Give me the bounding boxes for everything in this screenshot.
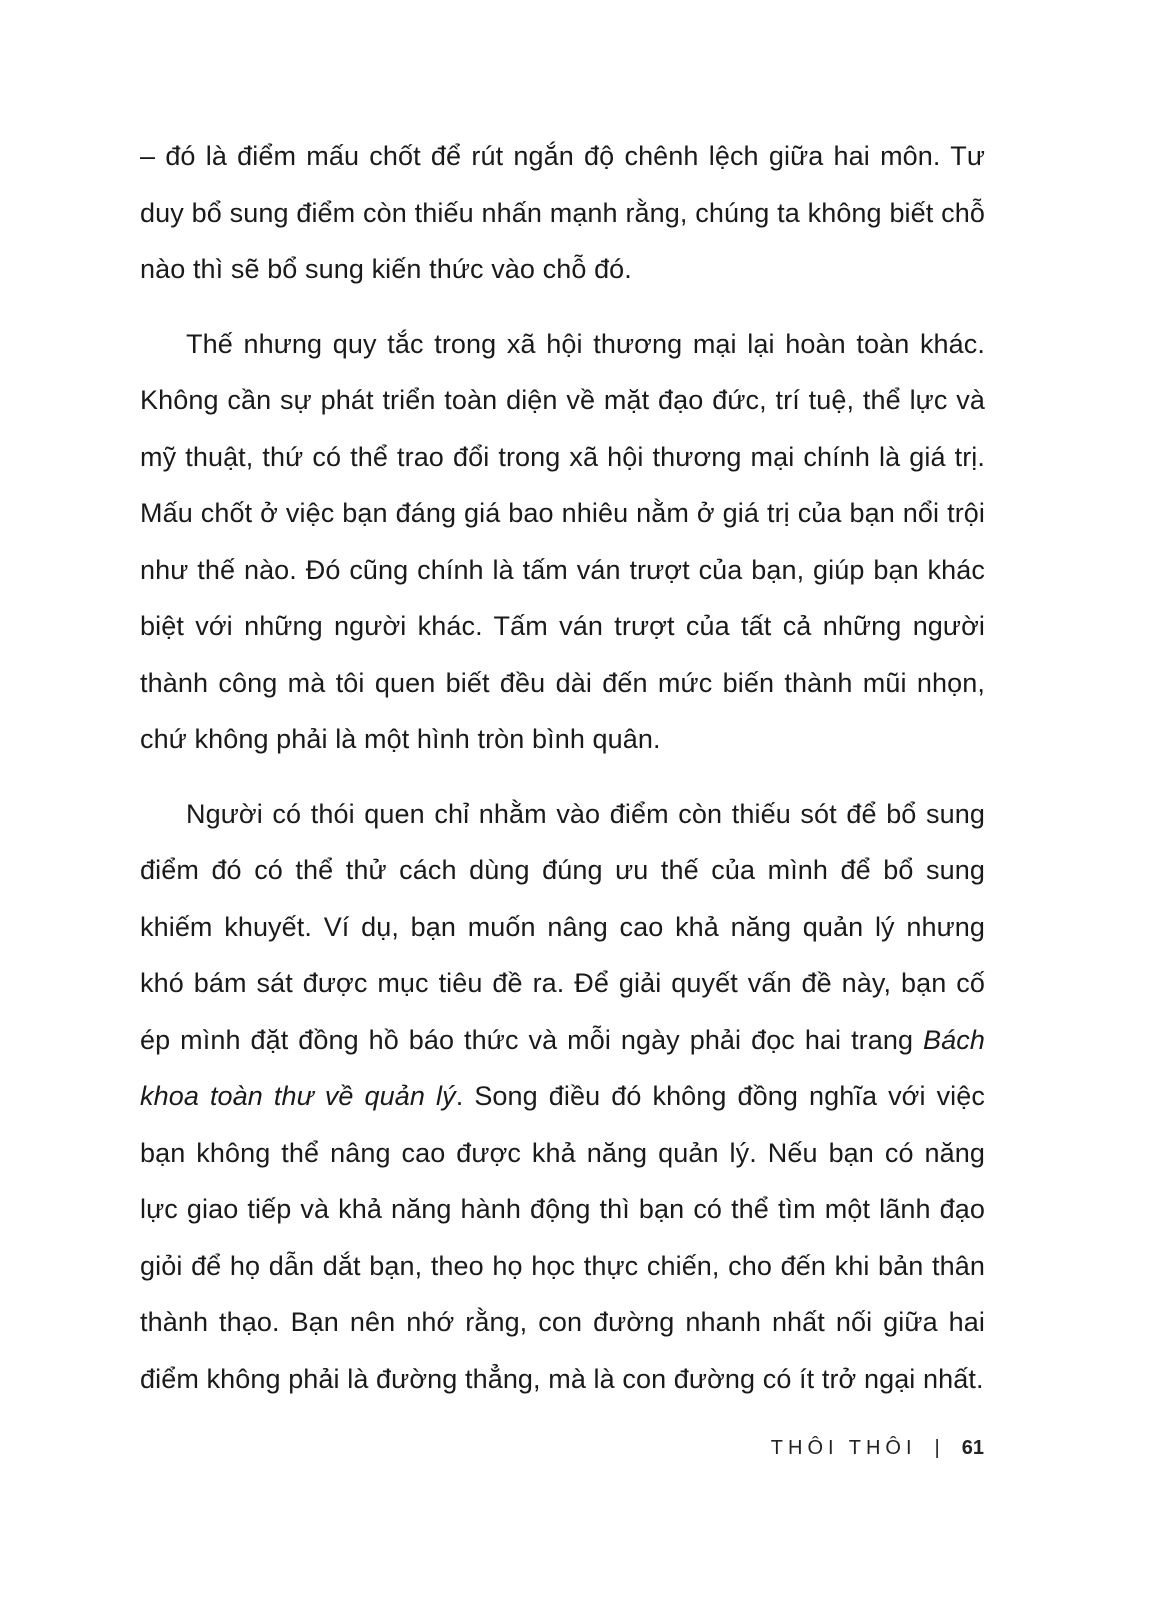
page-body <box>140 128 985 1407</box>
page-footer <box>771 1437 984 1460</box>
paragraph-3-text-b: . Song điều đó không đồng nghĩa với việc bạn không thể nâng cao được khả năng quản lý. Nếu bạn có năng lực giao tiếp và khả năng hành động thì bạn có thể tìm một lãnh đạo giỏi để họ dẫn dắt bạn, theo họ học thực chiến, cho đến khi bản thân thành thạo. Bạn nên nhớ rằng, con đường nhanh nhất nối giữa hai điểm không phải là đường thẳng, mà là con đường có ít trở ngại nhất. <box>140 1081 985 1394</box>
footer-separator: | <box>934 1437 940 1459</box>
paragraph-1: – đó là điểm mấu chốt để rút ngắn độ chênh lệch giữa hai môn. Tư duy bổ sung điểm còn thiếu nhấn mạnh rằng, chúng ta không biết chỗ nào thì sẽ bổ sung kiến thức vào chỗ đó. <box>140 141 985 284</box>
paragraph-3-text-a: Người có thói quen chỉ nhằm vào điểm còn thiếu sót để bổ sung điểm đó có thể thử cách dùng đúng ưu thế của mình để bổ sung khiếm khuyết. Ví dụ, bạn muốn nâng cao khả năng quản lý nhưng khó bám sát được mục tiêu đề ra. Để giải quyết vấn đề này, bạn cố ép mình đặt đồng hồ báo thức và mỗi ngày phải đọc hai trang <box>140 798 985 1055</box>
page-number: 61 <box>961 1437 984 1459</box>
book-title: Bách khoa toàn thư về quản lý <box>140 1024 985 1111</box>
running-title: THÔI THÔI <box>770 1437 917 1459</box>
paragraph-2: Thế nhưng quy tắc trong xã hội thương mại lại hoàn toàn khác. Không cần sự phát triển toàn diện về mặt đạo đức, trí tuệ, thể lực và mỹ thuật, thứ có thể trao đổi trong xã hội thương mại chính là giá trị. Mấu chốt ở việc bạn đáng giá bao nhiêu nằm ở giá trị của bạn nổi trội như thế nào. Đó cũng chính là tấm ván trượt của bạn, giúp bạn khác biệt với những người khác. Tấm ván trượt của tất cả những người thành công mà tôi quen biết đều dài đến mức biến thành mũi nhọn, chứ không phải là một hình tròn bình quân. <box>140 328 985 754</box>
paragraph-3 <box>140 786 985 1408</box>
